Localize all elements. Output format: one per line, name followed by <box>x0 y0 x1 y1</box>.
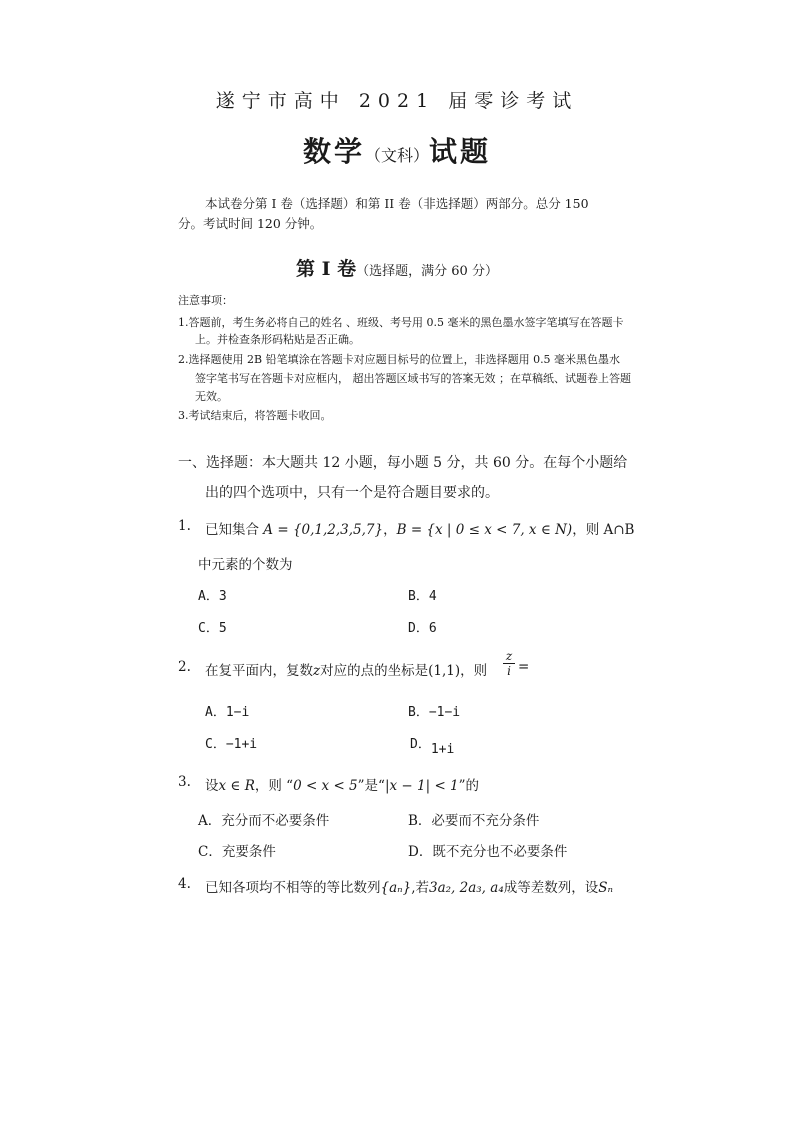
question-number: 1. <box>178 518 191 534</box>
q2-coord: (1,1) <box>428 663 461 679</box>
section1-line-2: 出的四个选项中，只有一个是符合题目要求的。 <box>205 485 499 501</box>
note-line: 1.答题前，考生务必将自己的姓名 、班级、考号用 0.5 毫米的黑色墨水签字笔填写在答题卡 <box>178 316 624 329</box>
note-line: 2.选择题使用 2B 铅笔填涂在答题卡对应题目标号的位置上，非选择题用 0.5 毫米黑色墨水 <box>178 353 621 366</box>
q3-stem <box>205 774 479 794</box>
q3-ineq-1: 0 < x < 5 <box>293 778 358 794</box>
q2-option-a: A．1−i <box>205 705 250 720</box>
q4-sum: Sₙ <box>598 880 613 896</box>
q3-text-d: ”的 <box>458 778 480 794</box>
q2-fraction <box>503 650 515 677</box>
title-subject-type: （文科） <box>364 146 429 165</box>
note-line: 无效。 <box>195 390 228 403</box>
note-line: 3.考试结束后，将答题卡收回。 <box>178 409 332 422</box>
q1-set-b: B = {x | 0 ≤ x < 7, x ∈ N) <box>396 522 573 538</box>
q4-text-c: 成等差数列，设 <box>503 880 599 896</box>
exam-title <box>0 130 794 170</box>
q4-text-a: 已知各项均不相等的等比数列 <box>205 880 381 896</box>
intro-line-2: 分。考试时间 120 分钟。 <box>178 216 323 231</box>
q2-text-b: 对应的点的坐标是 <box>320 663 429 679</box>
q3-text-a: 设 <box>205 778 219 794</box>
question-number: 3. <box>178 774 191 790</box>
q1-stem-line-2: 中元素的个数为 <box>198 557 293 573</box>
q3-option-a: A．充分而不必要条件 <box>198 813 330 829</box>
q2-equals: = <box>518 659 530 675</box>
intro-line-1: 本试卷分第 I 卷（选择题）和第 II 卷（非选择题）两部分。总分 150 <box>205 196 589 211</box>
q1-stem <box>205 518 634 538</box>
q2-text-c: ，则 <box>460 663 488 679</box>
q3-option-b: B．必要而不充分条件 <box>408 813 540 829</box>
q2-option-d-value: 1+i <box>430 742 455 757</box>
question-number: 4. <box>178 876 191 892</box>
title-end: 试题 <box>429 135 492 168</box>
note-line: 上。并检查条形码粘贴是否正确。 <box>195 333 360 346</box>
q2-var: z <box>313 663 321 679</box>
q2-option-d-label: D． <box>410 737 431 752</box>
q4-terms: 3a₂, 2a₃, a₄ <box>429 880 504 896</box>
exam-school-line: 遂宁市高中 2021 届零诊考试 <box>215 90 579 112</box>
q3-option-c: C．充要条件 <box>198 844 276 860</box>
q1-text-b: ，则 A∩B <box>572 522 635 538</box>
q1-sep: ， <box>383 522 397 538</box>
q4-stem <box>205 876 613 896</box>
q3-text-c: ”是“ <box>357 778 385 794</box>
fraction-denominator: i <box>507 664 511 678</box>
q2-option-d <box>410 733 455 757</box>
q2-text-a: 在复平面内，复数 <box>205 663 313 679</box>
q1-option-c: C．5 <box>198 621 227 636</box>
q3-text-b: ，则 “ <box>254 778 294 794</box>
q2-option-b: B．−1−i <box>408 705 461 720</box>
notes-heading: 注意事项： <box>178 294 233 307</box>
q1-option-b: B．4 <box>408 589 437 604</box>
q3-ineq-2: |x − 1| < 1 <box>384 778 459 794</box>
q3-option-d: D．既不充分也不必要条件 <box>408 844 568 860</box>
part1-heading <box>0 254 794 281</box>
q3-cond: x ∈ R <box>218 778 255 794</box>
q4-text-b: ,若 <box>411 880 429 896</box>
section1-line-1: 一、选择题：本大题共 12 小题，每小题 5 分，共 60 分。在每个小题给 <box>178 455 628 471</box>
part1-label: 第 Ⅰ 卷 <box>296 258 357 280</box>
q4-seq: {aₙ} <box>380 880 412 896</box>
q1-text-a: 已知集合 <box>205 522 259 538</box>
note-line: 签字笔书写在答题卡对应框内， 超出答题区域书写的答案无效 ；在草稿纸、试题卷上答题 <box>195 372 631 385</box>
part1-detail: （选择题，满分 60 分） <box>356 264 498 279</box>
q1-option-d: D．6 <box>408 621 437 636</box>
question-number: 2. <box>178 659 191 675</box>
fraction-numerator: z <box>505 649 513 663</box>
title-main: 数学 <box>302 135 365 168</box>
q1-set-a: A = {0,1,2,3,5,7} <box>263 522 384 538</box>
q2-stem <box>205 659 487 679</box>
q1-option-a: A．3 <box>198 589 227 604</box>
q2-option-c: C．−1+i <box>205 737 258 752</box>
